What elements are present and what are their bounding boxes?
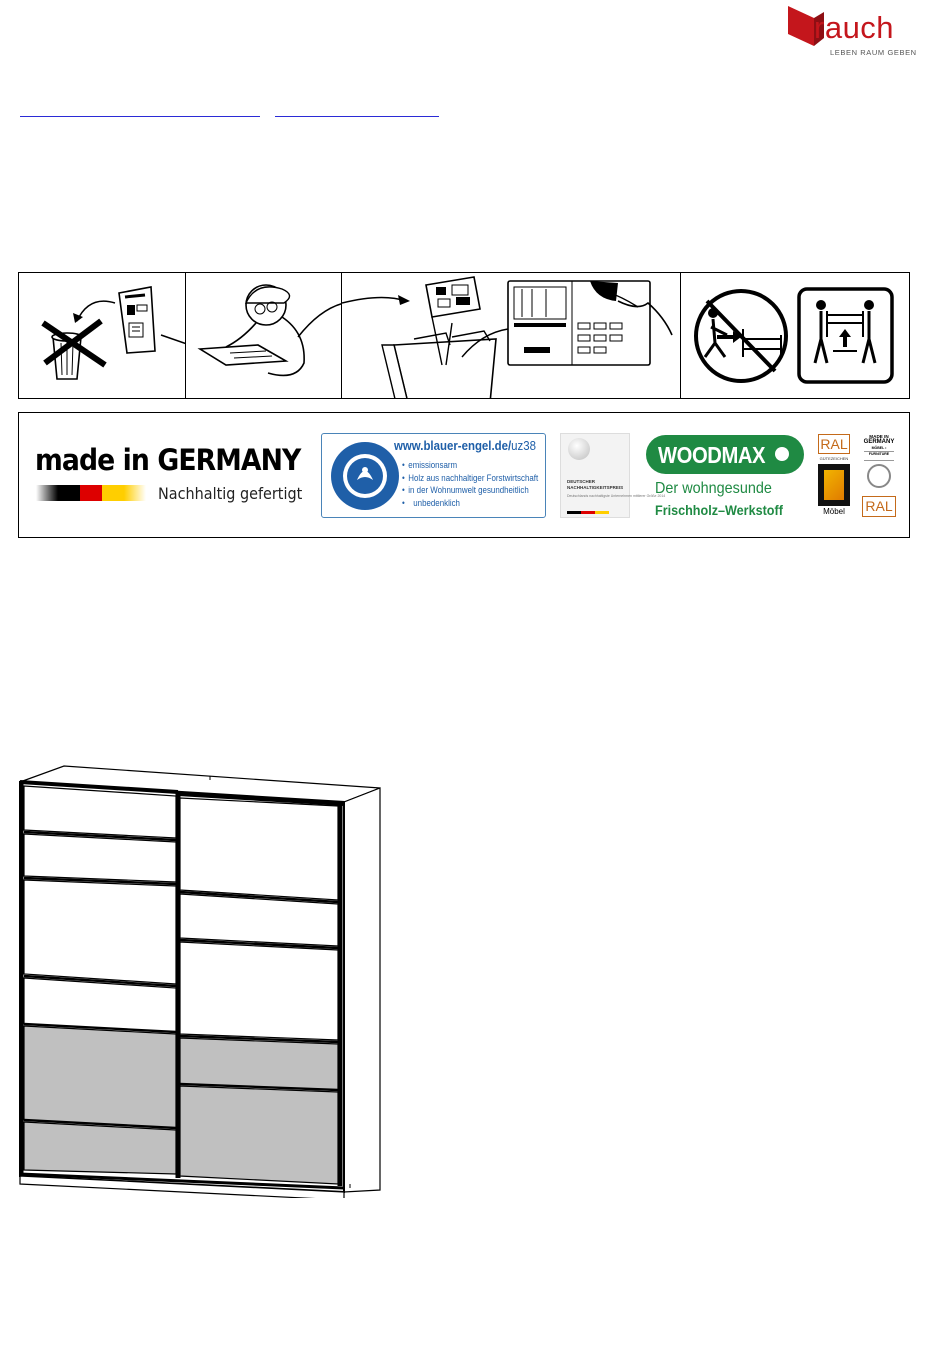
ral-guetezeichen: GÜTEZEICHEN: [819, 456, 849, 461]
nachhaltigkeitspreis-label: [560, 433, 666, 518]
logo-wordmark: rauch: [814, 10, 895, 45]
list-item: • emissionsarm: [402, 459, 538, 472]
dgm-seal-icon: [867, 464, 891, 488]
reference-link-2[interactable]: [275, 101, 439, 117]
woodmax-brand: WOODMAX: [658, 442, 766, 468]
list-item: • in der Wohnumwelt gesundheitlich: [402, 484, 538, 497]
made-in-germany-title: made in GERMANY: [35, 443, 301, 477]
wardrobe-drawing: [14, 758, 386, 1198]
certification-strip: [18, 412, 910, 538]
blauer-engel-url: www.blauer-engel.de/uz38: [394, 438, 536, 453]
keep-instructions-with-parts-icon: [342, 273, 681, 398]
reference-link-1[interactable]: [20, 101, 260, 117]
do-not-drag-furniture-icon: [696, 291, 786, 381]
list-item: • Holz aus nachhaltiger Forstwirtschaft: [402, 472, 538, 485]
lift-furniture-icon: [799, 289, 892, 382]
blauer-engel-points: [402, 459, 557, 509]
logo-tagline: LEBEN RAUM GEBEN: [830, 48, 917, 57]
woodmax-line-2: Frischholz–Werkstoff: [655, 502, 783, 518]
blauer-engel-label: [321, 433, 546, 518]
seal-text-lines: [864, 451, 894, 461]
german-flag-gradient: [36, 485, 146, 501]
instruction-pictograms: [18, 272, 910, 399]
blauer-engel-seal-icon: [329, 440, 401, 512]
german-flag: [567, 511, 609, 514]
sustainability-award-icon: [568, 438, 590, 460]
do-not-discard-instructions-icon: [19, 273, 186, 398]
ral-moebel-label: [818, 434, 850, 518]
woodmax-dot-icon: [775, 447, 789, 461]
ral-moebel-emblem-icon: [818, 464, 850, 506]
read-instructions-icon: [186, 273, 342, 398]
furniture-handling-icons: [681, 273, 909, 398]
woodmax-line-1: Der wohngesunde: [655, 480, 772, 497]
made-in-germany-subtitle: Nachhaltig gefertigt: [158, 484, 303, 503]
award-subtitle: Deutschlands nachhaltigste Unternehmen mittlerer Größe 2014: [567, 494, 666, 498]
ral-moebel-caption: Möbel: [823, 507, 845, 516]
made-in-germany-seal-title: MADE IN GERMANY MÖBEL • FURNITURE: [863, 434, 895, 456]
rauch-logo: [786, 2, 917, 62]
ral-mark: RAL: [818, 434, 850, 454]
ral-mark: RAL: [862, 496, 896, 517]
list-item: • unbedenklich: [402, 497, 538, 510]
ral-made-in-germany-label: [862, 434, 896, 518]
award-title: DEUTSCHER NACHHALTIGKEITSPREIS: [567, 479, 624, 490]
